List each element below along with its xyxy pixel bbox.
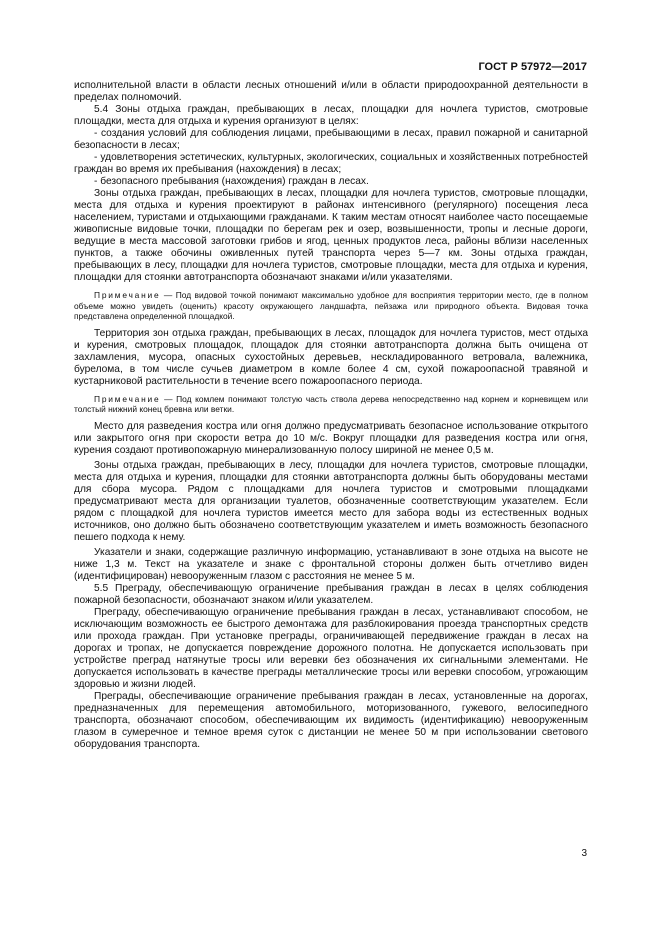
- paragraph: Территория зон отдыха граждан, пребывающих в лесах, площадок для ночлега туристов, мест отдыха и курения, смотровых площадок, площадок для стоянки автотранспорта должна быть очищена от захламления, мусора, опасных сухостойных деревьев, нескладированного ветровала, валежника, бурелома, в том числе сучьев диаметром в комле более 4 см, сухой пожароопасной травяной и кустарниковой растительности в течение всего пожароопасного периода.: [74, 327, 588, 387]
- clause-5-5: 5.5 Преграду, обеспечивающую ограничение пребывания граждан в лесах в целях соблюдения пожарной безопасности, обозначают знаком и/или указателем.: [74, 582, 588, 606]
- note: [74, 394, 588, 415]
- document-header: ГОСТ Р 57972—2017: [478, 61, 587, 73]
- paragraph: Преграды, обеспечивающие ограничение пребывания граждан в лесах, установленные на дорогах, предназначенных для перемещения автомобильного, моторизованного, гужевого, велосипедного транспорта, обозначают способом, обеспечивающим их видимость (идентификацию) невооруженным глазом в сумеречное и темное время суток с дистанции не менее 50 м при использовании светового оборудования транспорта.: [74, 690, 588, 750]
- note-label: Примечание: [94, 393, 161, 404]
- paragraph: Зоны отдыха граждан, пребывающих в лесах, площадки для ночлега туристов, смотровые площадки, места для отдыха и курения проектируют в районах интенсивного (регулярного) посещения леса населением, туристами и отдыхающими гражданами. К таким местам относят наиболее часто посещаемые живописные видовые точки, площадки по берегам рек и озер, возвышенности, тропы и лесные дороги, ведущие в места массовой заготовки грибов и ягод, ценных продуктов леса, районы вблизи населенных пунктов, а также обочины оживленных путей транспорта через 5—7 км. Зоны отдыха граждан, пребывающих в лесу, площадки для ночлега туристов, смотровые площадки, места для отдыха и курения, площадки для стоянки автотранспорта обозначают знаками и/или указателями.: [74, 188, 588, 283]
- note: [74, 290, 588, 322]
- clause-5-4: 5.4 Зоны отдыха граждан, пребывающих в лесах, площадки для ночлега туристов, смотровые площадки, места для отдыха и курения организуют в целях:: [74, 104, 588, 127]
- list-item: - создания условий для соблюдения лицами, пребывающими в лесах, правил пожарной и санитарной безопасности в лесах;: [74, 128, 588, 151]
- paragraph: Зоны отдыха граждан, пребывающих в лесу, площадки для ночлега туристов, смотровые площадки, места для отдыха и курения, площадки для стоянки автотранспорта должны быть оборудованы местами для сбора мусора. Рядом с площадками для ночлега туристов и смотровыми площадками предусматривают места для организации туалетов, обозначенные соответствующим указателем. Если рядом с площадкой для ночлега туристов имеется место для забора воды из естественных водных источников, оно должно быть обозначено соответствующим указателем и иметь возможность безопасного пешего подхода к нему.: [74, 459, 588, 543]
- document-body: [74, 80, 588, 751]
- list-item: - удовлетворения эстетических, культурных, экологических, социальных и хозяйственных потребностей граждан во время их пребывания (нахождения) в лесах;: [74, 152, 588, 175]
- list-item: - безопасного пребывания (нахождения) граждан в лесах.: [94, 176, 369, 187]
- paragraph: Место для разведения костра или огня должно предусматривать безопасное использование открытого или закрытого огня при скорости ветра до 10 м/с. Вокруг площадки для разведения костра или огня, курения создают противопожарную минерализованную полосу шириной не менее 0,5 м.: [74, 420, 588, 456]
- note-label: Примечание: [94, 290, 161, 300]
- paragraph: Преграду, обеспечивающую ограничение пребывания граждан в лесах, устанавливают способом, не исключающим возможность ее быстрого демонтажа для разблокирования проезда транспортных средств или прохода граждан. При установке преграды, ограничивающей передвижение граждан в лесах на дорогах и тропах, не допускается повреждение дорожного полотна. Не допускается использовать при устройстве преград натянутые тросы или веревки без обозначения их сигнальными элементами. Не допускается использовать в качестве преграды металлические тросы или веревки способом, угрожающим здоровью и жизни людей.: [74, 606, 588, 690]
- note-text: — Под комлем понимают толстую часть ствола дерева непосредственно над корнем и корневищем или толстый нижний конец бревна или ветки.: [74, 393, 588, 414]
- page-number: 3: [581, 848, 587, 859]
- paragraph: Указатели и знаки, содержащие различную информацию, устанавливают в зоне отдыха на высоте не ниже 1,3 м. Текст на указателе и знаке с фронтальной стороны должен быть отчетливо виден (идентифицирован) невооруженным глазом с расстояния не менее 5 м.: [74, 546, 588, 582]
- paragraph: исполнительной власти в области лесных отношений и/или в области природоохранной деятельности в пределах полномочий.: [74, 80, 588, 103]
- note-text: — Под видовой точкой понимают максимально удобное для восприятия территории место, где в полном объеме можно увидеть (оценить) красоту окружающего ландшафта, пейзажа или природного объекта. Видовая точка представлена определенной площадкой.: [74, 290, 588, 321]
